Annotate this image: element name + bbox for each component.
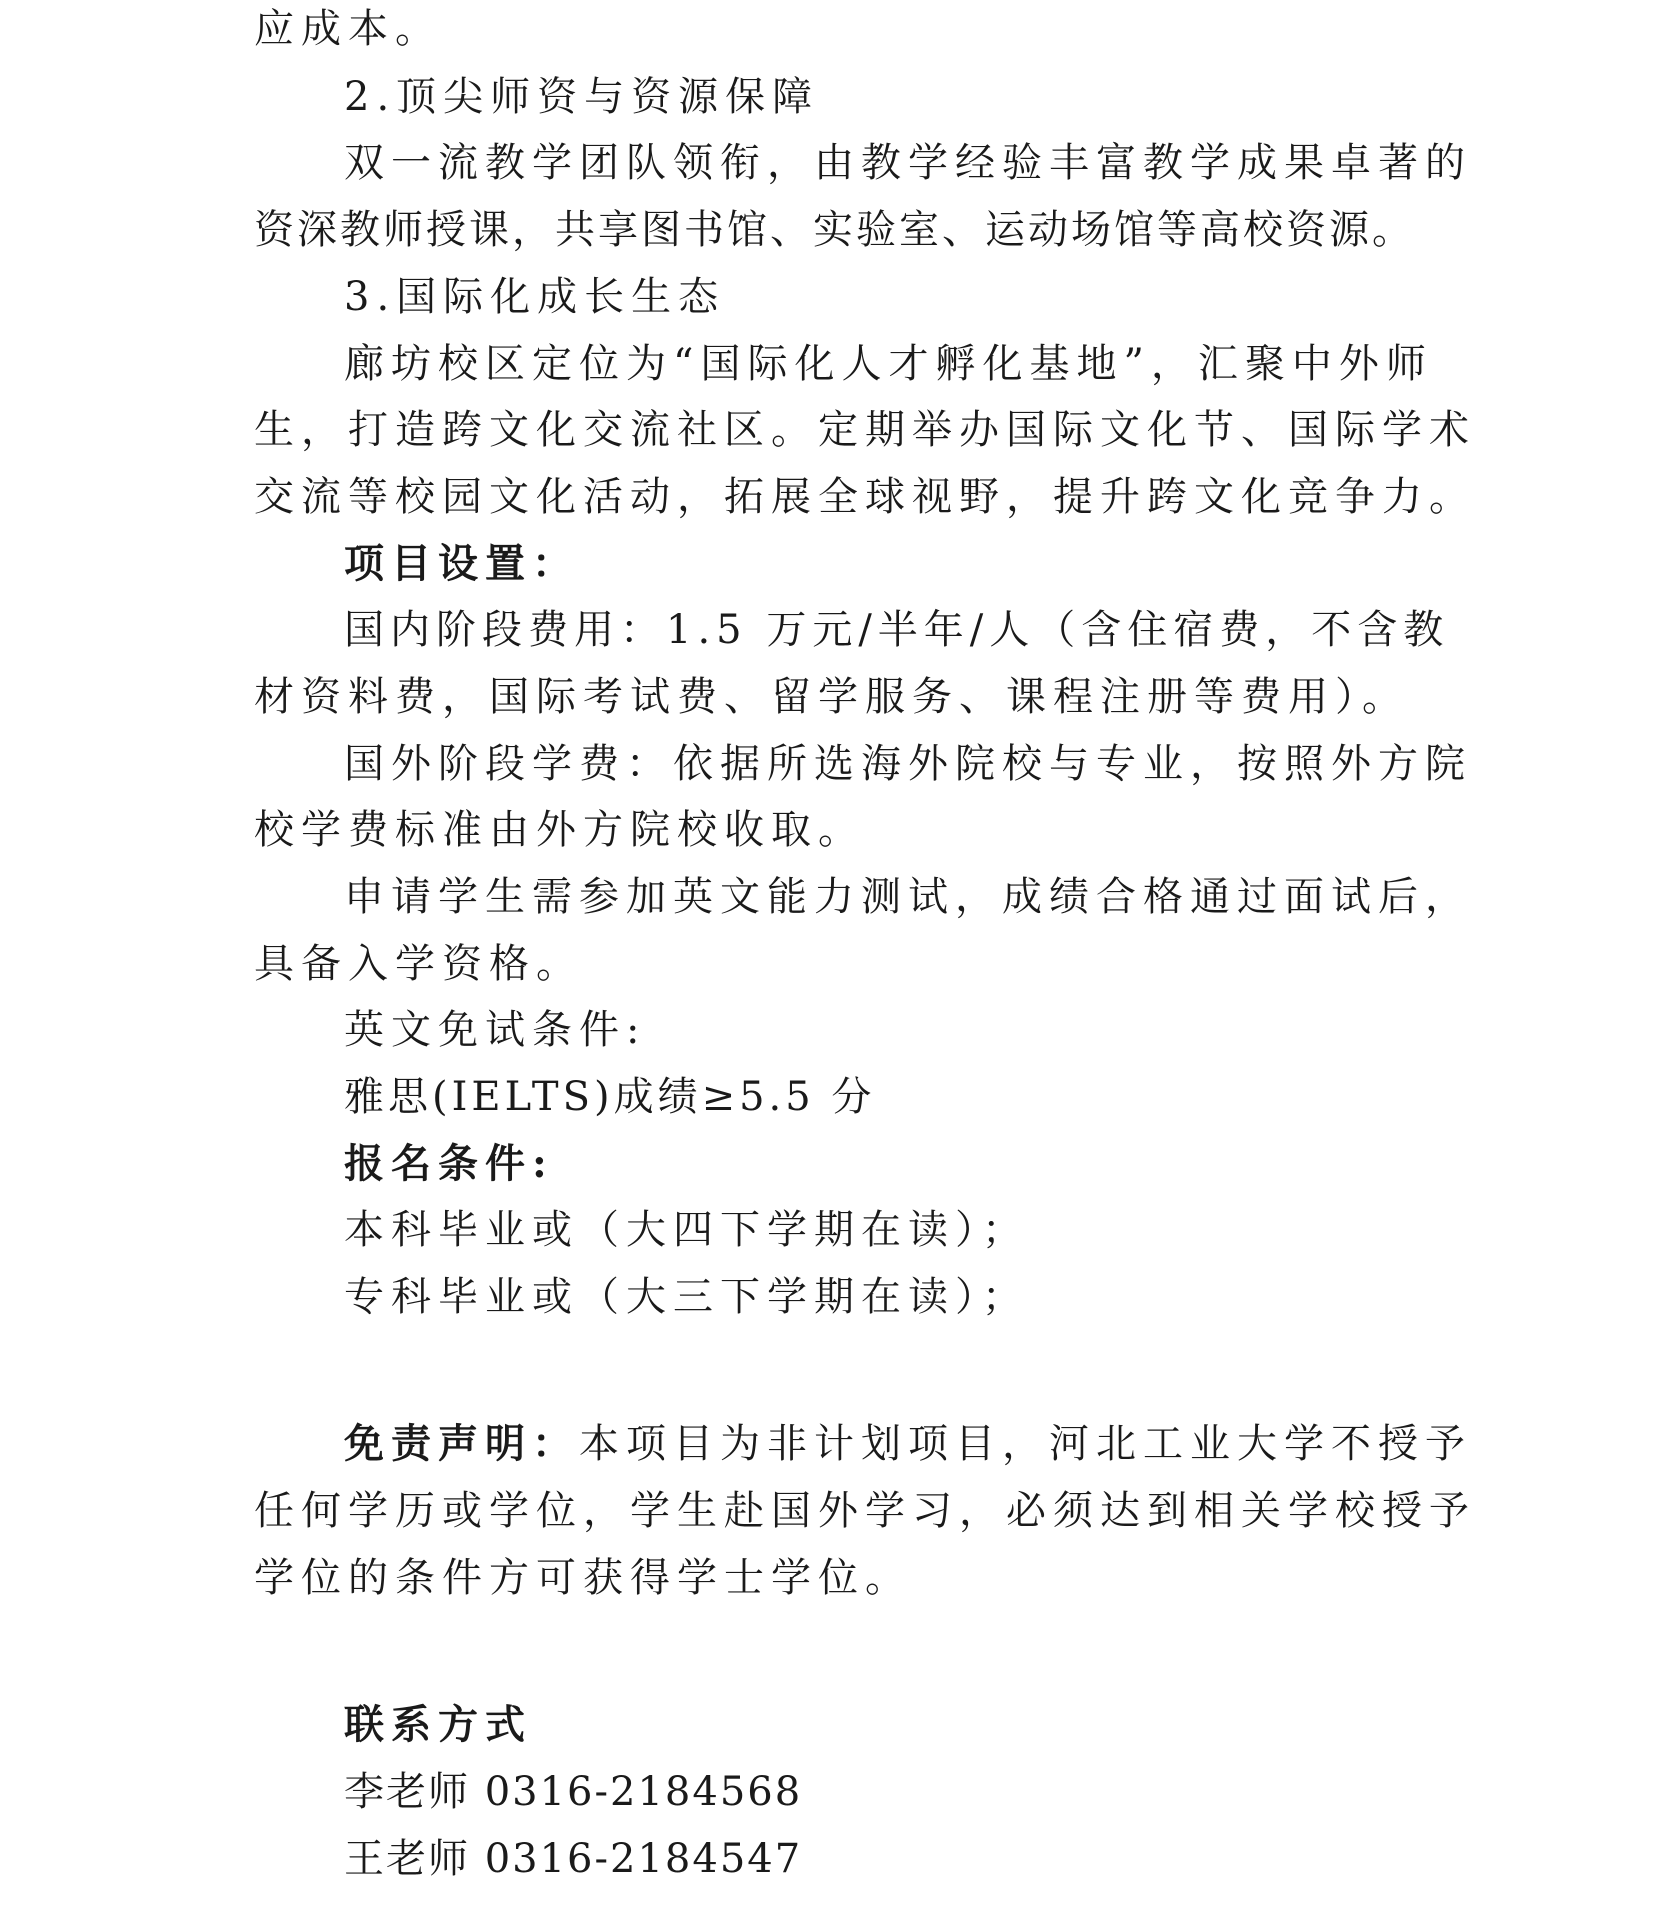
disclaimer-text: 学位的条件方可获得学士学位。 [254, 1555, 912, 1601]
paragraph-text: 校学费标准由外方院校收取。 [254, 807, 865, 853]
paragraph-text: 生，打造跨文化交流社区。定期举办国际文化节、国际学术 [254, 407, 1476, 453]
disclaimer-text: 任何学历或学位，学生赴国外学习，必须达到相关学校授予 [254, 1488, 1476, 1534]
paragraph-text: 雅思(IELTS)成绩≥5.5 分 [344, 1074, 876, 1120]
contact-heading: 联系方式 [344, 1701, 532, 1748]
paragraph-text: 具备入学资格。 [254, 941, 583, 987]
section-heading-requirements: 报名条件: [344, 1140, 554, 1187]
list-item: 本科毕业或（大四下学期在读）； [344, 1207, 1029, 1253]
disclaimer-text: 本项目为非计划项目，河北工业大学不授予 [579, 1421, 1472, 1467]
paragraph-text: 双一流教学团队领衔，由教学经验丰富教学成果卓著的 [344, 140, 1472, 186]
disclaimer-line [344, 1419, 1472, 1469]
paragraph-text: 廊坊校区定位为“国际化人才孵化基地”，汇聚中外师 [344, 341, 1433, 387]
paragraph-text: 国外阶段学费：依据所选海外院校与专业，按照外方院 [344, 741, 1472, 787]
paragraph-text: 国内阶段费用：1.5 万元/半年/人（含住宿费，不含教 [344, 607, 1450, 653]
paragraph-text: 材资料费，国际考试费、留学服务、课程注册等费用）。 [254, 674, 1409, 720]
contact-entry: 李老师 0316-2184568 [344, 1769, 803, 1815]
paragraph-text: 应成本。 [254, 6, 442, 52]
paragraph-text: 申请学生需参加英文能力测试，成绩合格通过面试后， [344, 874, 1472, 920]
contact-entry: 王老师 0316-2184547 [344, 1836, 803, 1882]
paragraph-text: 交流等校园文化活动，拓展全球视野，提升跨文化竞争力。 [254, 474, 1476, 520]
section-heading-faculty: 2.顶尖师资与资源保障 [344, 74, 820, 120]
disclaimer-label: 免责声明： [344, 1420, 579, 1467]
paragraph-text: 资深教师授课，共享图书馆、实验室、运动场馆等高校资源。 [254, 207, 1415, 253]
paragraph-text: 英文免试条件: [344, 1007, 647, 1053]
list-item: 专科毕业或（大三下学期在读）； [344, 1274, 1029, 1320]
section-heading-program-setup: 项目设置： [344, 540, 579, 587]
section-heading-international: 3.国际化成长生态 [344, 274, 726, 320]
